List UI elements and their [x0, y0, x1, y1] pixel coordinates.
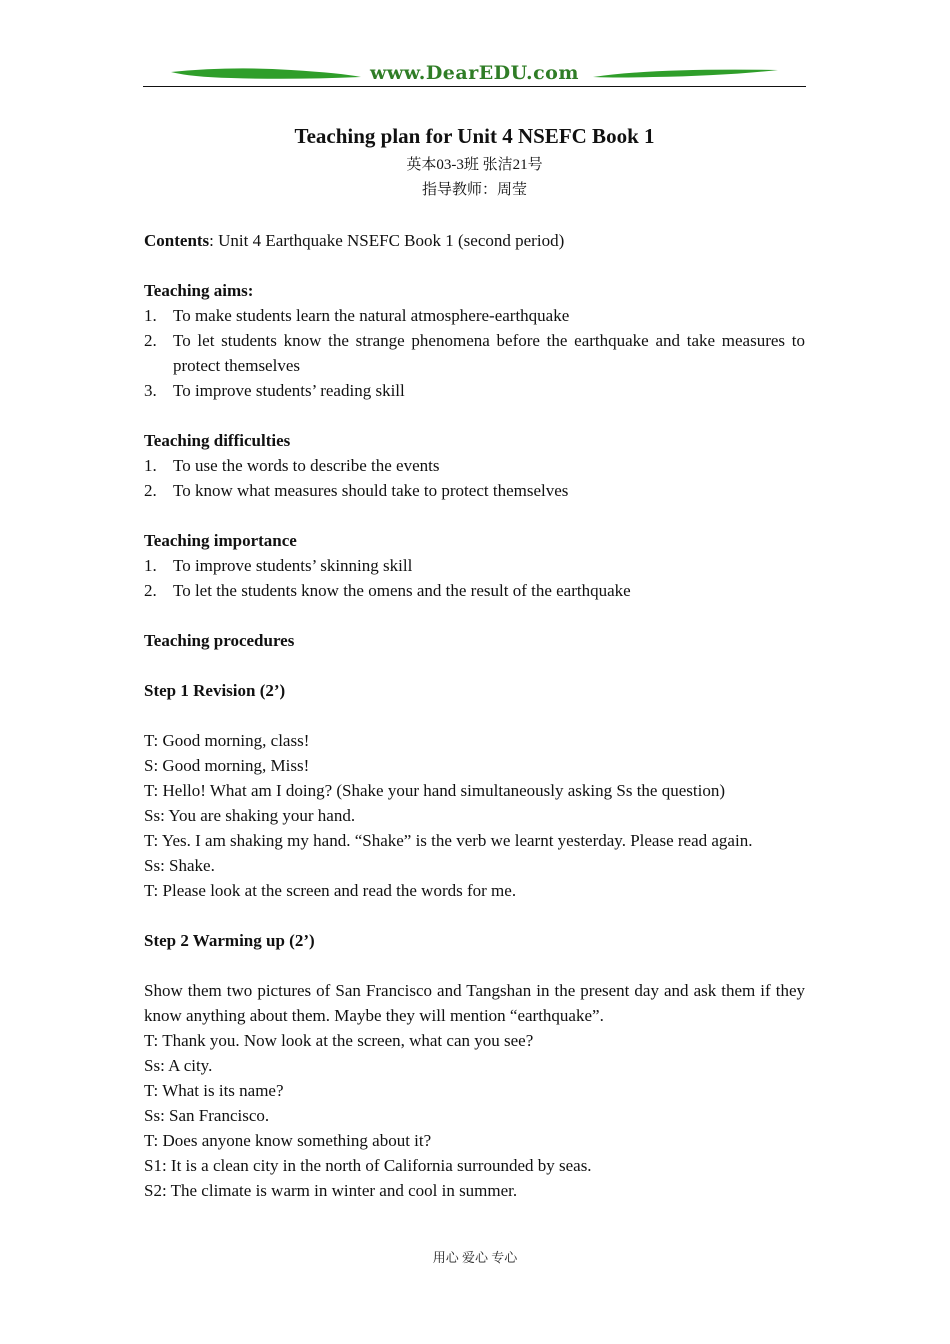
- contents-text: : Unit 4 Earthquake NSEFC Book 1 (second period): [209, 231, 565, 250]
- dialogue-line: T: Good morning, class!: [144, 731, 310, 750]
- dialogue-line: T: Thank you. Now look at the screen, what can you see?: [144, 1031, 534, 1050]
- page-footer: 用心 爱心 专心: [432, 1250, 518, 1265]
- difficulties-list: [144, 453, 805, 503]
- document-body: [144, 120, 805, 1203]
- author-line: 英本03-3班 张洁21号: [406, 157, 543, 173]
- dialogue-line: S1: It is a clean city in the north of California surrounded by seas.: [144, 1156, 592, 1175]
- dialogue-line: Ss: A city.: [144, 1056, 213, 1075]
- dialogue-line: T: Yes. I am shaking my hand. “Shake” is the verb we learnt yesterday. Please read again.: [144, 831, 753, 850]
- document-title: Teaching plan for Unit 4 NSEFC Book 1: [294, 124, 655, 148]
- dialogue-line: T: What is its name?: [144, 1081, 284, 1100]
- list-item: 2. To let students know the strange phenomena before the earthquake and take measures to protect themselves: [144, 331, 805, 375]
- importance-list: [144, 553, 805, 603]
- dialogue-line: Ss: You are shaking your hand.: [144, 806, 356, 825]
- procedures-heading: Teaching procedures: [144, 631, 295, 650]
- dialogue-line: S: Good morning, Miss!: [144, 756, 310, 775]
- list-item: 1. To make students learn the natural atmosphere-earthquake: [144, 306, 570, 325]
- page-header: [143, 62, 806, 88]
- list-item: 1. To use the words to describe the events: [144, 456, 440, 475]
- contents-line: [144, 228, 805, 253]
- step2-heading: Step 2 Warming up (2’): [144, 931, 315, 950]
- dialogue-line: S2: The climate is warm in winter and cool in summer.: [144, 1181, 518, 1200]
- advisor-line: 指导教师：周莹: [421, 182, 527, 198]
- step1-heading: Step 1 Revision (2’): [144, 681, 286, 700]
- list-item: 2. To let the students know the omens and the result of the earthquake: [144, 581, 631, 600]
- dialogue-line: Ss: Shake.: [144, 856, 215, 875]
- dialogue-line: T: Please look at the screen and read the words for me.: [144, 881, 517, 900]
- aims-list: [144, 303, 805, 403]
- difficulties-heading: Teaching difficulties: [144, 431, 291, 450]
- list-item: 1. To improve students’ skinning skill: [144, 556, 413, 575]
- list-item: 3. To improve students’ reading skill: [144, 381, 405, 400]
- list-item: 2. To know what measures should take to protect themselves: [144, 481, 569, 500]
- dialogue-line: T: Hello! What am I doing? (Shake your hand simultaneously asking Ss the question): [144, 781, 725, 800]
- dialogue-line: Ss: San Francisco.: [144, 1106, 270, 1125]
- paragraph: Show them two pictures of San Francisco and Tangshan in the present day and ask them if they know anything about them. Maybe they will mention “earthquake”.: [144, 981, 805, 1025]
- header-rule: [143, 86, 806, 87]
- dialogue-line: T: Does anyone know something about it?: [144, 1131, 432, 1150]
- aims-heading: Teaching aims:: [144, 281, 254, 300]
- importance-heading: Teaching importance: [144, 531, 297, 550]
- contents-label: Contents: [144, 231, 210, 250]
- site-logo: www.DearEDU.com: [143, 62, 806, 84]
